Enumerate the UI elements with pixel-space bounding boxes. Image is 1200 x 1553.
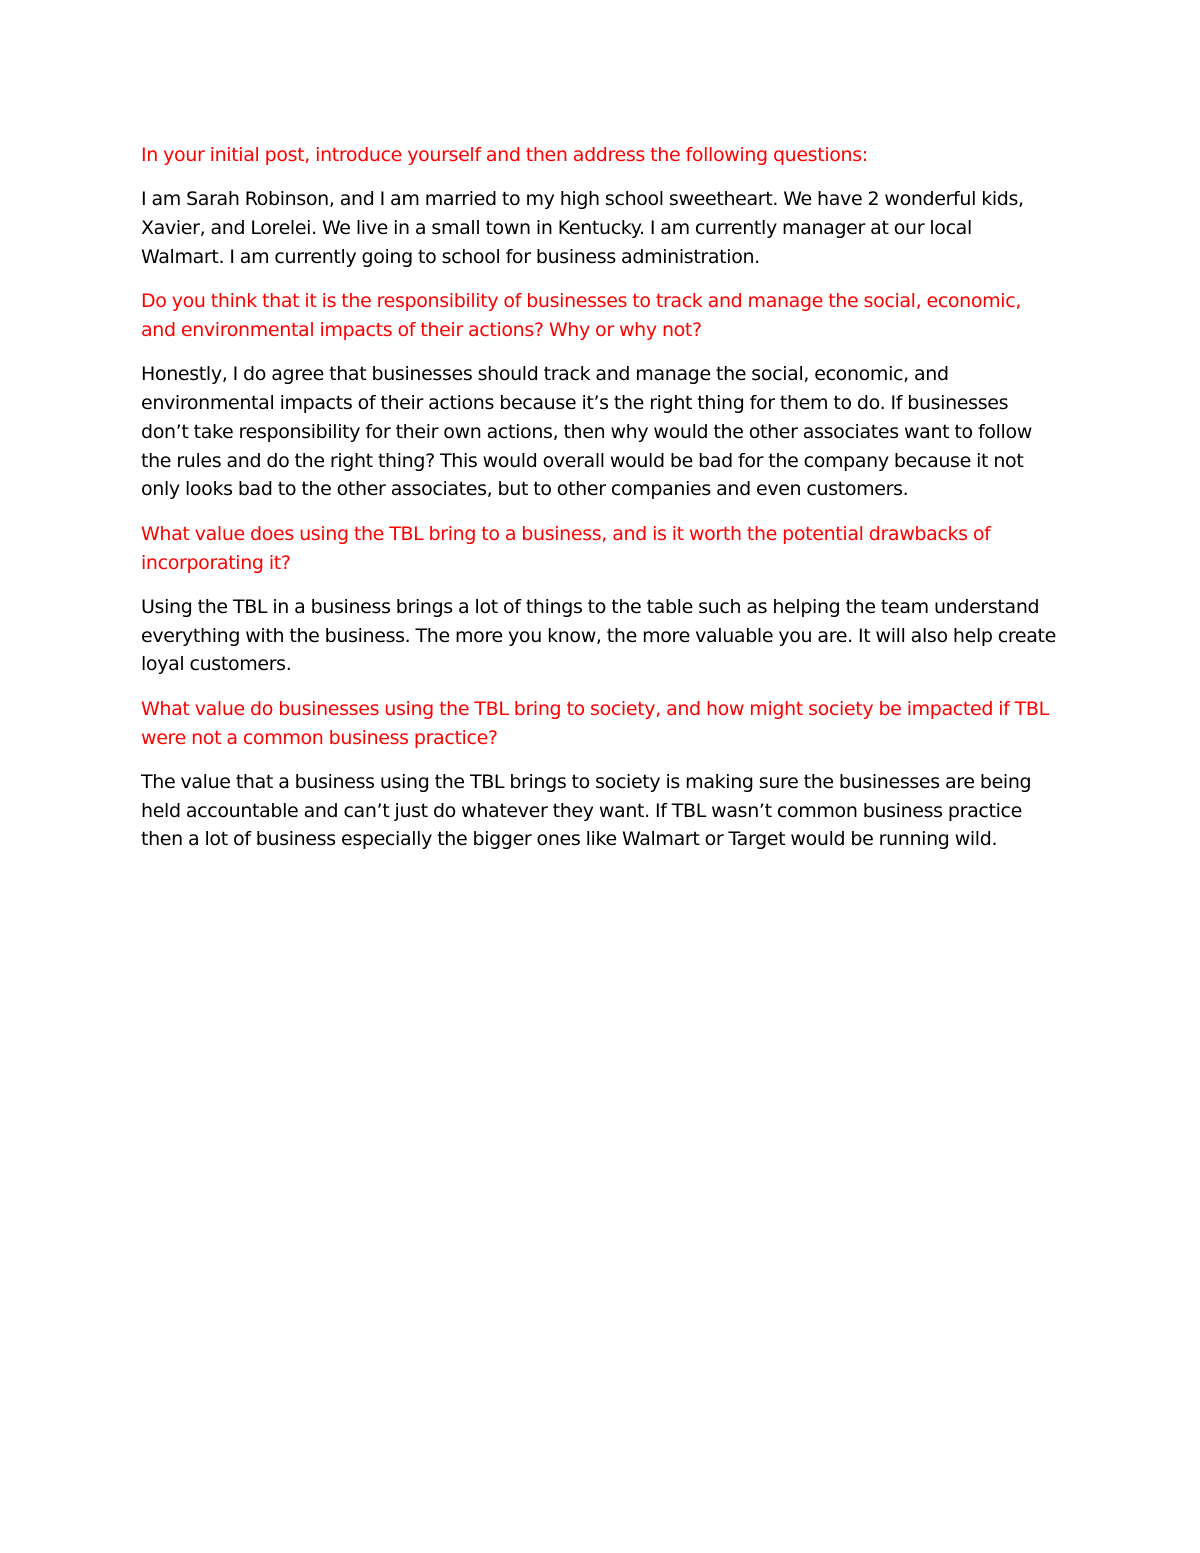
prompt-intro: In your initial post, introduce yourself and then address the following questions: — [141, 144, 868, 166]
answer-responsibility: Honestly, I do agree that businesses should track and manage the social, economic, and environmental impacts of their actions because it’s the right thing for them to do. If businesses don’t take responsibility for their own actions, then why would the other associates want to follow the rules and do the right thing? This would overall would be bad for the company because it not only looks bad to the other associates, but to other companies and even customers. — [141, 363, 1032, 501]
question-tbl-business-value: What value does using the TBL bring to a business, and is it worth the potential drawbacks of incorporating it? — [141, 522, 991, 574]
answer-tbl-business-value: Using the TBL in a business brings a lot of things to the table such as helping the team understand everything with the business. The more you know, the more valuable you are. It will also help create loyal customers. — [141, 595, 1056, 676]
question-responsibility: Do you think that it is the responsibility of businesses to track and manage the social, economic, and environmental impacts of their actions? Why or why not? — [141, 290, 1022, 341]
answer-intro: I am Sarah Robinson, and I am married to my high school sweetheart. We have 2 wonderful kids, Xavier, and Lorelei. We live in a small town in Kentucky. I am currently manager at our local Walmart. I am currently going to school for business administration. — [141, 188, 1024, 268]
answer-tbl-society-value: The value that a business using the TBL brings to society is making sure the businesses are being held accountable and can’t just do whatever they want. If TBL wasn’t common business practice then a lot of business especially the bigger ones like Walmart or Target would be running wild. — [141, 770, 1032, 851]
question-tbl-society-value: What value do businesses using the TBL bring to society, and how might society be impacted if TBL were not a common business practice? — [141, 697, 1049, 749]
document-body — [141, 141, 1059, 870]
